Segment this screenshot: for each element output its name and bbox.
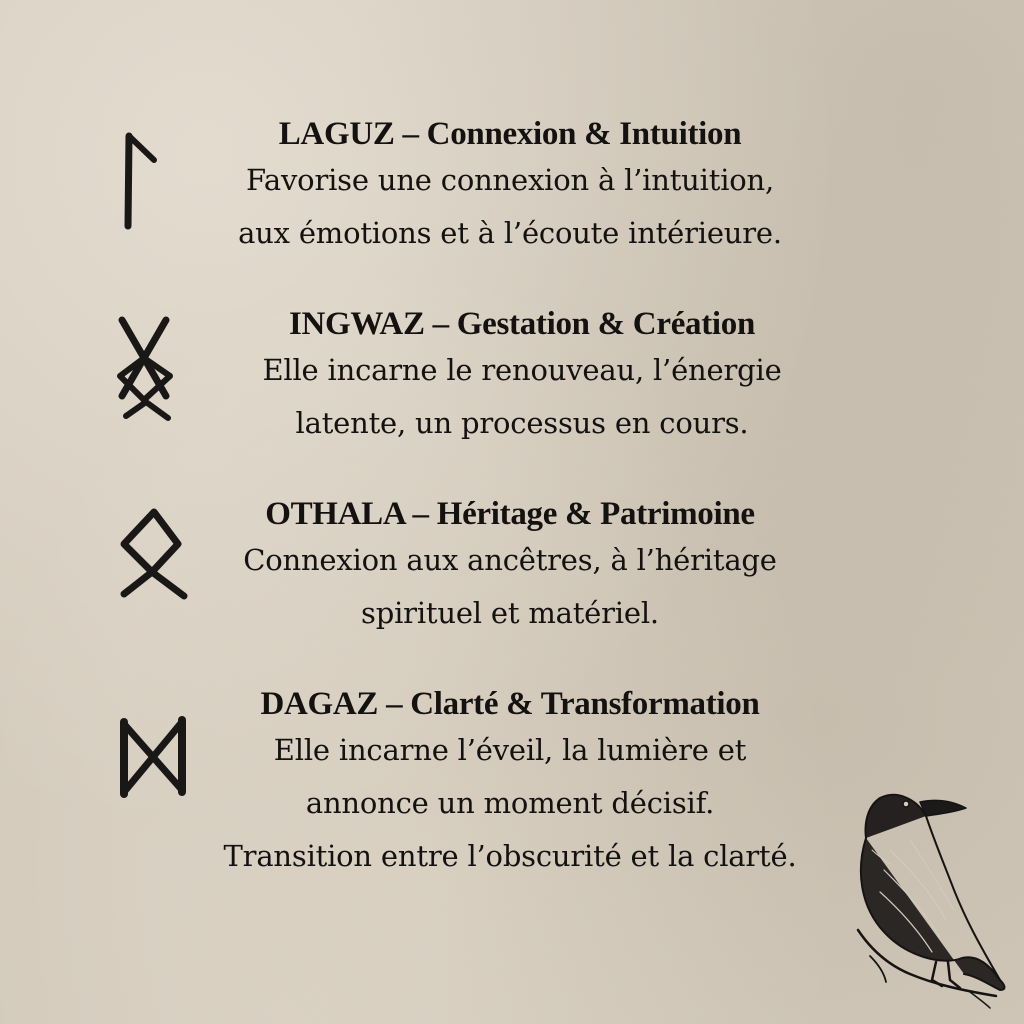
rune-description-line: Elle incarne le renouveau, l’énergie	[262, 353, 782, 387]
laguz-rune-icon	[112, 128, 162, 232]
rune-title: OTHALA – Héritage & Patrimoine	[265, 496, 755, 532]
rune-block-ingwaz	[172, 304, 872, 450]
rune-description-line: Elle incarne l’éveil, la lumière et	[273, 733, 747, 767]
rune-description-line: Favorise une connexion à l’intuition,	[245, 163, 775, 197]
rune-title: INGWAZ – Gestation & Création	[288, 306, 756, 342]
rune-description-line: latente, un processus en cours.	[295, 406, 749, 440]
rune-block-othala	[160, 494, 860, 640]
rune-title: DAGAZ – Clarté & Transformation	[260, 686, 760, 722]
rune-description-line: Connexion aux ancêtres, à l’héritage	[243, 543, 777, 577]
rune-description-line: annonce un moment décisif.	[305, 786, 715, 820]
rune-description-line: aux émotions et à l’écoute intérieure.	[238, 216, 782, 250]
rune-description-line: spirituel et matériel.	[361, 596, 659, 630]
rune-description-line: Transition entre l’obscurité et la clarté.	[223, 839, 797, 873]
rune-block-laguz	[160, 114, 860, 260]
rune-block-dagaz	[160, 684, 860, 883]
rune-title: LAGUZ – Connexion & Intuition	[278, 116, 742, 152]
raven-icon	[850, 780, 1015, 1010]
